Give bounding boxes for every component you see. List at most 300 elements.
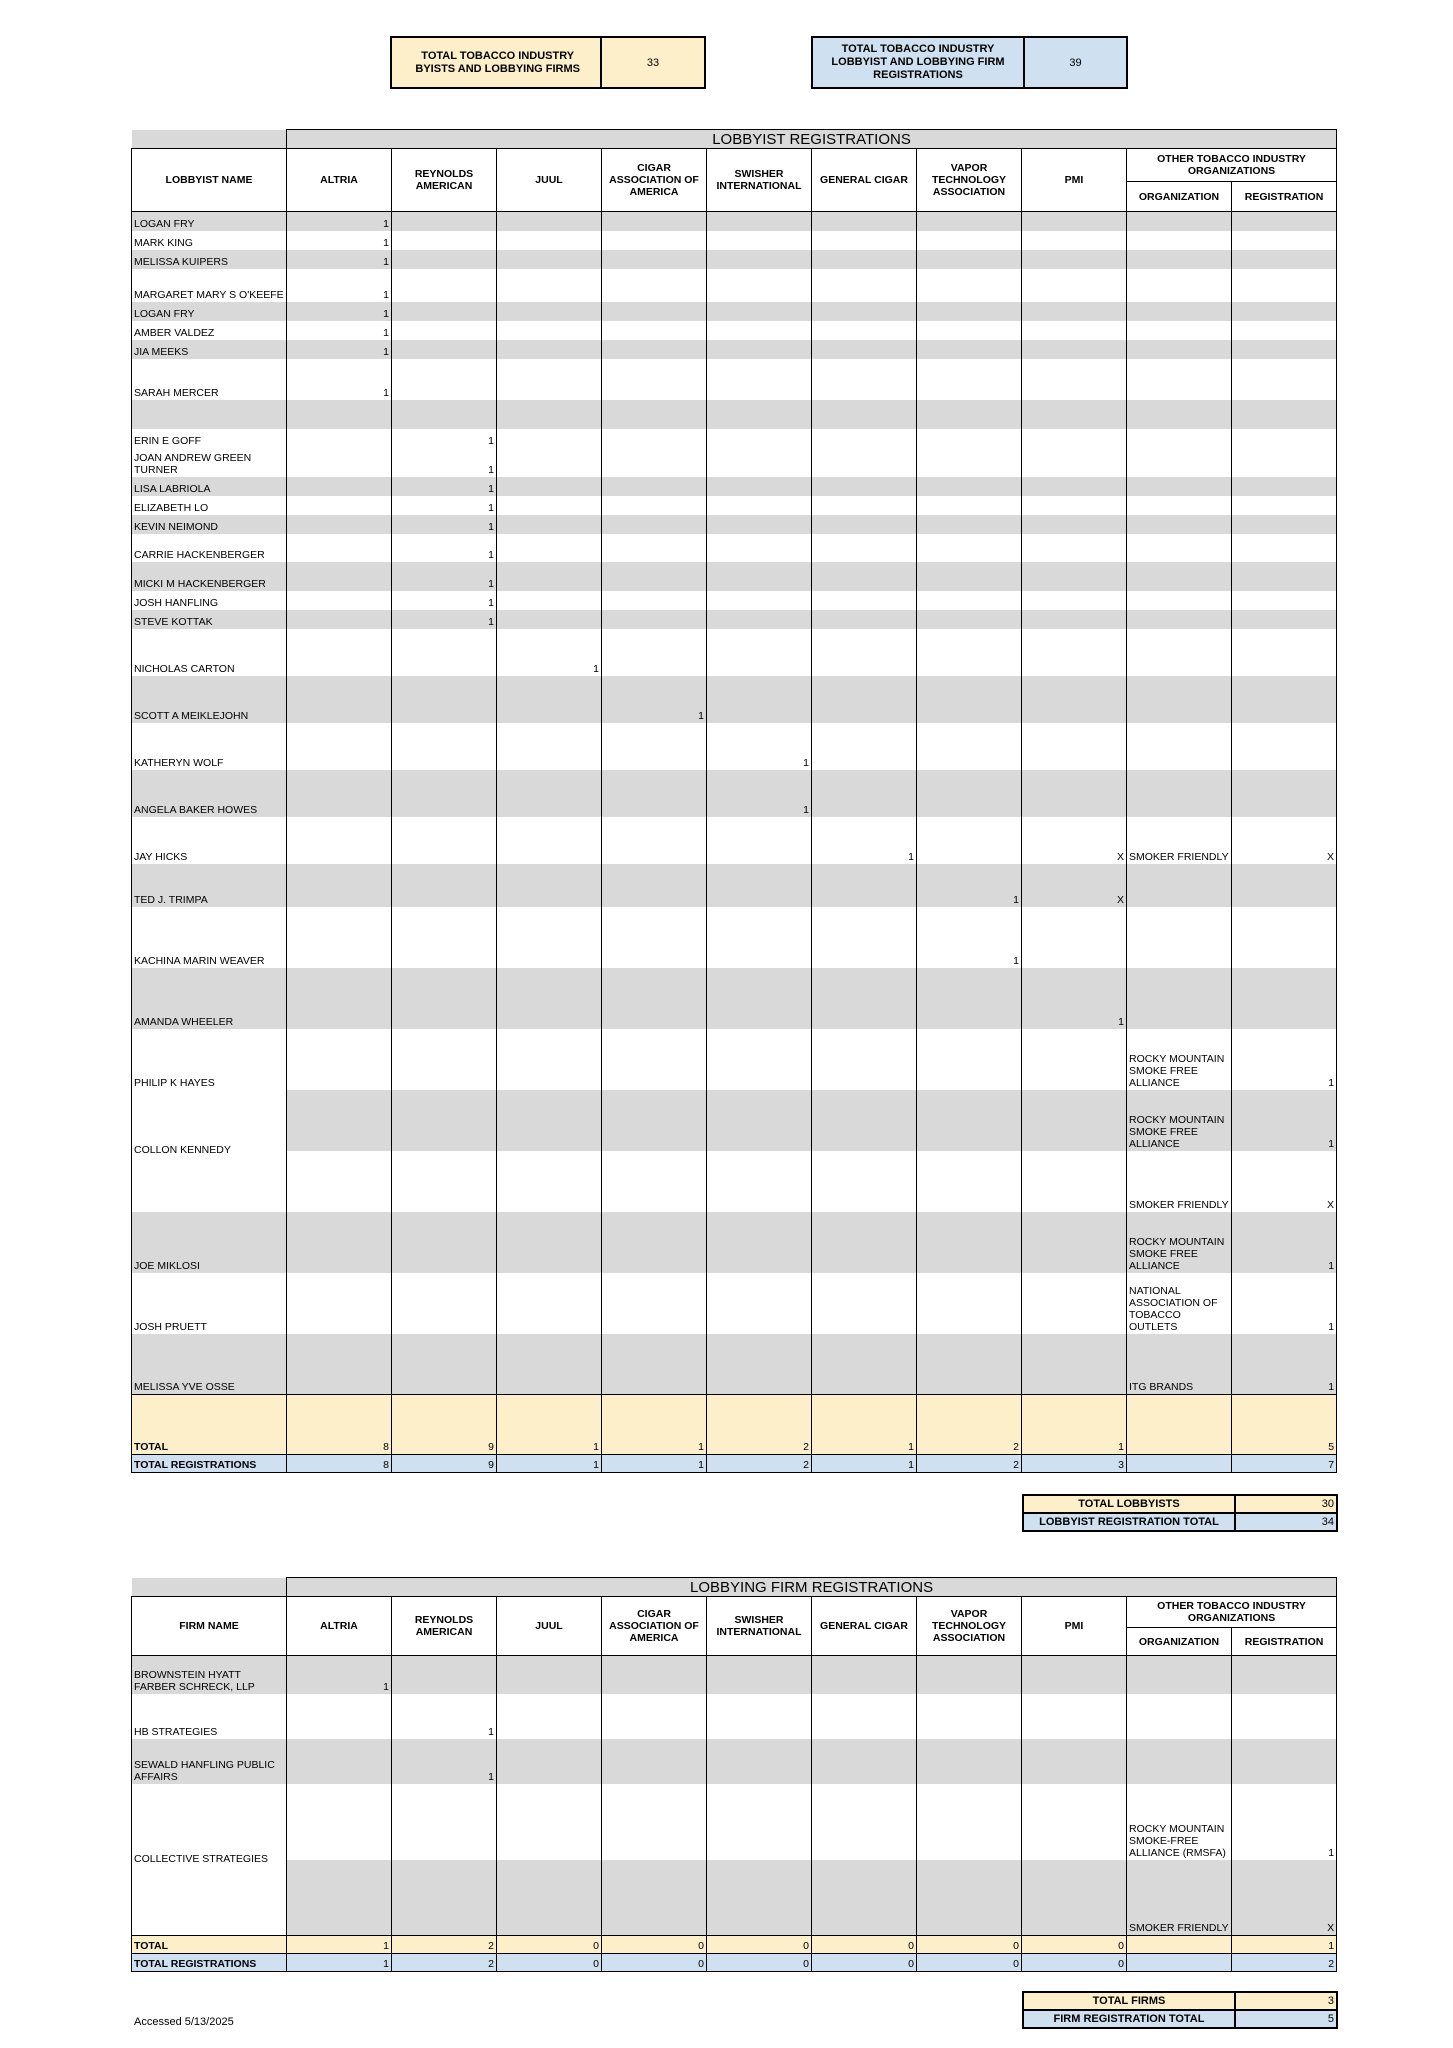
row-cell xyxy=(287,1151,392,1212)
total-cell: 2 xyxy=(707,1455,812,1473)
total-cell xyxy=(1127,1954,1232,1972)
row-cell xyxy=(602,1090,707,1151)
row-cell xyxy=(287,676,392,723)
row-name: COLLON KENNEDY xyxy=(132,1090,287,1212)
row-name: JOAN ANDREW GREEN TURNER xyxy=(132,448,287,477)
total-firms-label: TOTAL FIRMS xyxy=(1023,1992,1235,2010)
row-cell: X xyxy=(1022,817,1127,864)
row-name: AMANDA WHEELER xyxy=(132,968,287,1029)
row-cell xyxy=(707,1656,812,1694)
row-cell xyxy=(707,429,812,448)
firm-col-header-swisher: SWISHER INTERNATIONAL xyxy=(707,1597,812,1656)
col-header-other: OTHER TOBACCO INDUSTRY ORGANIZATIONS xyxy=(1127,149,1337,182)
row-cell xyxy=(917,231,1022,250)
total-cell: 1 xyxy=(1022,1395,1127,1455)
row-cell xyxy=(1022,212,1127,231)
row-organization xyxy=(1127,591,1232,610)
row-organization: ITG BRANDS xyxy=(1127,1334,1232,1395)
row-cell xyxy=(812,1739,917,1784)
row-organization: ROCKY MOUNTAIN SMOKE FREE ALLIANCE xyxy=(1127,1029,1232,1090)
row-organization xyxy=(1127,676,1232,723)
row-name: JAY HICKS xyxy=(132,817,287,864)
row-cell: 1 xyxy=(392,1739,497,1784)
row-cell xyxy=(917,676,1022,723)
row-cell xyxy=(1232,302,1337,321)
row-name: MELISSA KUIPERS xyxy=(132,250,287,269)
row-name: JIA MEEKS xyxy=(132,340,287,359)
firm-registration-total-label: FIRM REGISTRATION TOTAL xyxy=(1023,2010,1235,2028)
row-cell xyxy=(812,1334,917,1395)
row-cell xyxy=(812,359,917,400)
row-cell xyxy=(1022,1212,1127,1273)
row-cell: 1 xyxy=(917,907,1022,968)
firm-col-header-other: OTHER TOBACCO INDUSTRY ORGANIZATIONS xyxy=(1127,1597,1337,1628)
row-cell xyxy=(812,429,917,448)
row-cell xyxy=(812,515,917,534)
row-organization xyxy=(1127,723,1232,770)
row-cell xyxy=(707,1151,812,1212)
row-cell xyxy=(707,629,812,676)
row-cell xyxy=(392,817,497,864)
row-cell xyxy=(287,1334,392,1395)
row-cell: 1 xyxy=(1232,1334,1337,1395)
table-row xyxy=(132,321,1337,340)
row-cell: 1 xyxy=(287,340,392,359)
row-cell: 1 xyxy=(1022,968,1127,1029)
row-cell xyxy=(497,496,602,515)
row-cell xyxy=(602,250,707,269)
row-cell xyxy=(287,562,392,591)
row-cell xyxy=(707,610,812,629)
total-cell: 8 xyxy=(287,1395,392,1455)
col-header-juul: JUUL xyxy=(497,149,602,212)
row-cell: 1 xyxy=(392,429,497,448)
firm-col-header-organization: ORGANIZATION xyxy=(1127,1628,1232,1656)
row-cell xyxy=(392,1334,497,1395)
firm-col-header-cigar: CIGAR ASSOCIATION OF AMERICA xyxy=(602,1597,707,1656)
row-cell xyxy=(602,629,707,676)
row-cell xyxy=(812,907,917,968)
row-name: LOGAN FRY xyxy=(132,302,287,321)
total-cell: 1 xyxy=(602,1455,707,1473)
row-cell xyxy=(287,864,392,907)
row-cell xyxy=(497,968,602,1029)
total-cell xyxy=(1127,1936,1232,1954)
row-cell xyxy=(917,1784,1022,1860)
row-cell xyxy=(917,400,1022,429)
total-cell: 2 xyxy=(917,1395,1022,1455)
row-cell xyxy=(812,250,917,269)
row-cell xyxy=(1022,269,1127,302)
row-cell xyxy=(392,1090,497,1151)
row-cell xyxy=(707,676,812,723)
row-name: KEVIN NEIMOND xyxy=(132,515,287,534)
row-cell xyxy=(917,515,1022,534)
row-cell xyxy=(812,400,917,429)
table-row xyxy=(132,770,1337,817)
row-cell xyxy=(1232,231,1337,250)
row-cell xyxy=(602,321,707,340)
row-cell: 1 xyxy=(392,562,497,591)
table-row xyxy=(132,269,1337,302)
row-cell xyxy=(707,1739,812,1784)
total-cell: 8 xyxy=(287,1455,392,1473)
row-cell xyxy=(497,676,602,723)
row-cell xyxy=(812,1029,917,1090)
row-cell xyxy=(917,340,1022,359)
table-row xyxy=(132,1784,1337,1860)
row-cell xyxy=(497,1090,602,1151)
total-cell xyxy=(1127,1455,1232,1473)
row-cell xyxy=(287,1273,392,1334)
top-summary-left-label: TOTAL TOBACCO INDUSTRY BYISTS AND LOBBYING FIRMS xyxy=(392,38,602,87)
row-cell xyxy=(602,269,707,302)
row-cell xyxy=(1022,610,1127,629)
row-cell xyxy=(497,1694,602,1739)
row-cell xyxy=(287,515,392,534)
row-cell xyxy=(707,269,812,302)
table-row xyxy=(132,610,1337,629)
row-cell xyxy=(497,448,602,477)
row-cell: 1 xyxy=(707,723,812,770)
row-name: JOE MIKLOSI xyxy=(132,1212,287,1273)
row-cell xyxy=(1232,562,1337,591)
total-cell: 1 xyxy=(497,1455,602,1473)
row-cell xyxy=(392,1029,497,1090)
table-row xyxy=(132,1860,1337,1936)
table-row xyxy=(132,496,1337,515)
row-cell xyxy=(917,477,1022,496)
row-cell xyxy=(497,1151,602,1212)
table-row xyxy=(132,1739,1337,1784)
row-cell xyxy=(1022,1151,1127,1212)
row-cell xyxy=(602,864,707,907)
row-cell xyxy=(917,359,1022,400)
total-lobbyists-label: TOTAL LOBBYISTS xyxy=(1023,1495,1235,1513)
row-cell xyxy=(392,359,497,400)
row-cell xyxy=(392,1212,497,1273)
row-organization xyxy=(1127,968,1232,1029)
col-header-cigar: CIGAR ASSOCIATION OF AMERICA xyxy=(602,149,707,212)
row-cell xyxy=(812,676,917,723)
row-cell xyxy=(602,1694,707,1739)
row-cell xyxy=(392,1860,497,1936)
row-cell xyxy=(707,1029,812,1090)
row-cell xyxy=(392,231,497,250)
row-cell xyxy=(1022,250,1127,269)
row-cell xyxy=(707,1694,812,1739)
row-cell xyxy=(1232,429,1337,448)
firm-col-header-general: GENERAL CIGAR xyxy=(812,1597,917,1656)
row-cell xyxy=(497,250,602,269)
table-row xyxy=(132,817,1337,864)
row-cell xyxy=(917,770,1022,817)
row-cell xyxy=(1232,496,1337,515)
lobbyist-registration-total-label: LOBBYIST REGISTRATION TOTAL xyxy=(1023,1513,1235,1531)
row-cell xyxy=(602,562,707,591)
row-organization xyxy=(1127,400,1232,429)
row-cell xyxy=(707,1860,812,1936)
row-cell xyxy=(1232,610,1337,629)
row-cell xyxy=(602,477,707,496)
table-row xyxy=(132,400,1337,429)
row-cell: 1 xyxy=(392,591,497,610)
top-summary-right-value: 39 xyxy=(1069,56,1082,69)
row-cell xyxy=(1232,864,1337,907)
row-cell: 1 xyxy=(287,1656,392,1694)
row-cell xyxy=(812,864,917,907)
row-cell xyxy=(1232,534,1337,562)
row-name: SCOTT A MEIKLEJOHN xyxy=(132,676,287,723)
row-cell xyxy=(812,629,917,676)
row-cell xyxy=(602,1656,707,1694)
total-cell: 0 xyxy=(917,1954,1022,1972)
row-cell xyxy=(917,1090,1022,1151)
col-header-organization: ORGANIZATION xyxy=(1127,182,1232,212)
row-organization xyxy=(1127,629,1232,676)
row-name: HB STRATEGIES xyxy=(132,1694,287,1739)
total-cell: 1 xyxy=(602,1395,707,1455)
table-row xyxy=(132,864,1337,907)
row-organization xyxy=(1127,562,1232,591)
row-cell xyxy=(1022,302,1127,321)
row-cell xyxy=(1232,591,1337,610)
row-cell xyxy=(1022,400,1127,429)
row-organization: ROCKY MOUNTAIN SMOKE-FREE ALLIANCE (RMSFA) xyxy=(1127,1784,1232,1860)
row-organization: SMOKER FRIENDLY xyxy=(1127,1860,1232,1936)
table-row xyxy=(132,429,1337,448)
total-cell: 5 xyxy=(1232,1395,1337,1455)
top-summary-right xyxy=(811,36,1128,89)
row-cell xyxy=(602,448,707,477)
row-cell xyxy=(1022,515,1127,534)
row-cell xyxy=(287,429,392,448)
row-cell xyxy=(812,231,917,250)
row-cell xyxy=(1022,359,1127,400)
row-cell xyxy=(1232,477,1337,496)
lobbyist-summary xyxy=(1022,1494,1338,1532)
row-cell xyxy=(707,515,812,534)
row-cell xyxy=(917,1860,1022,1936)
row-cell xyxy=(1022,534,1127,562)
row-cell xyxy=(1232,968,1337,1029)
row-cell xyxy=(1232,1739,1337,1784)
table-row xyxy=(132,1656,1337,1694)
table-row xyxy=(132,629,1337,676)
lobbyist-name-header: LOBBYIST NAME xyxy=(132,149,287,212)
row-cell xyxy=(287,591,392,610)
row-organization xyxy=(1127,359,1232,400)
table-row xyxy=(132,231,1337,250)
row-cell xyxy=(287,629,392,676)
lobbyist-total-registrations-row xyxy=(132,1455,1337,1473)
row-cell xyxy=(392,250,497,269)
row-cell: 1 xyxy=(392,1694,497,1739)
row-cell xyxy=(1232,359,1337,400)
row-cell xyxy=(1022,629,1127,676)
row-cell xyxy=(602,429,707,448)
row-cell xyxy=(392,1273,497,1334)
row-cell xyxy=(812,1090,917,1151)
row-cell xyxy=(812,562,917,591)
row-cell xyxy=(1232,1694,1337,1739)
total-cell: 9 xyxy=(392,1395,497,1455)
row-cell: 1 xyxy=(1232,1784,1337,1860)
row-cell xyxy=(602,610,707,629)
row-cell xyxy=(1022,496,1127,515)
row-cell xyxy=(392,864,497,907)
row-cell xyxy=(917,723,1022,770)
row-cell xyxy=(392,269,497,302)
row-cell xyxy=(392,629,497,676)
total-firms-value: 3 xyxy=(1235,1992,1337,2010)
table-row xyxy=(132,250,1337,269)
firm-col-header-pmi: PMI xyxy=(1022,1597,1127,1656)
total-cell: 2 xyxy=(1232,1954,1337,1972)
table-row xyxy=(132,1694,1337,1739)
row-cell xyxy=(1232,269,1337,302)
row-cell xyxy=(812,534,917,562)
row-cell xyxy=(287,968,392,1029)
firm-col-header-registration: REGISTRATION xyxy=(1232,1628,1337,1656)
total-cell: 0 xyxy=(812,1936,917,1954)
row-cell xyxy=(497,400,602,429)
total-cell: 1 xyxy=(497,1395,602,1455)
col-header-general: GENERAL CIGAR xyxy=(812,149,917,212)
total-cell: 0 xyxy=(497,1954,602,1972)
row-cell: 1 xyxy=(812,817,917,864)
table-row xyxy=(132,1334,1337,1395)
row-name: JOSH HANFLING xyxy=(132,591,287,610)
row-cell xyxy=(497,515,602,534)
row-organization xyxy=(1127,1656,1232,1694)
row-cell xyxy=(1232,250,1337,269)
row-cell xyxy=(287,1739,392,1784)
row-cell xyxy=(812,1860,917,1936)
row-cell xyxy=(602,231,707,250)
row-organization xyxy=(1127,477,1232,496)
row-cell xyxy=(497,321,602,340)
table-row xyxy=(132,1029,1337,1090)
row-cell: 1 xyxy=(287,250,392,269)
row-cell xyxy=(1022,477,1127,496)
row-cell xyxy=(917,817,1022,864)
firm-col-header-altria: ALTRIA xyxy=(287,1597,392,1656)
row-cell xyxy=(1022,1694,1127,1739)
row-cell xyxy=(287,448,392,477)
row-cell xyxy=(602,1029,707,1090)
row-cell xyxy=(1232,770,1337,817)
row-cell xyxy=(287,770,392,817)
row-cell xyxy=(1232,676,1337,723)
table-row xyxy=(132,1151,1337,1212)
row-cell xyxy=(707,359,812,400)
row-cell xyxy=(287,1784,392,1860)
total-cell: 0 xyxy=(707,1936,812,1954)
row-name: NICHOLAS CARTON xyxy=(132,629,287,676)
row-cell xyxy=(602,723,707,770)
row-cell xyxy=(497,534,602,562)
row-cell xyxy=(917,610,1022,629)
row-cell xyxy=(812,340,917,359)
total-cell: 1 xyxy=(287,1936,392,1954)
row-cell xyxy=(602,1739,707,1784)
total-lobbyists-value: 30 xyxy=(1235,1495,1337,1513)
row-cell xyxy=(497,591,602,610)
row-cell: 1 xyxy=(392,448,497,477)
table-row xyxy=(132,448,1337,477)
row-cell: 1 xyxy=(287,212,392,231)
row-cell xyxy=(602,770,707,817)
total-cell: 1 xyxy=(812,1395,917,1455)
firm-total-registrations-row xyxy=(132,1954,1337,1972)
row-cell: 1 xyxy=(392,477,497,496)
row-cell xyxy=(287,1029,392,1090)
row-cell xyxy=(287,907,392,968)
row-name: AMBER VALDEZ xyxy=(132,321,287,340)
col-header-registration: REGISTRATION xyxy=(1232,182,1337,212)
row-cell: 1 xyxy=(1232,1212,1337,1273)
row-organization xyxy=(1127,770,1232,817)
row-cell xyxy=(812,1656,917,1694)
row-cell xyxy=(1232,629,1337,676)
row-cell xyxy=(497,907,602,968)
col-header-altria: ALTRIA xyxy=(287,149,392,212)
table-row xyxy=(132,1090,1337,1151)
table-row xyxy=(132,340,1337,359)
row-cell: 1 xyxy=(497,629,602,676)
row-cell xyxy=(812,212,917,231)
row-name: STEVE KOTTAK xyxy=(132,610,287,629)
row-cell xyxy=(707,1273,812,1334)
row-cell xyxy=(497,1656,602,1694)
firm-name-header: FIRM NAME xyxy=(132,1597,287,1656)
row-name: MARK KING xyxy=(132,231,287,250)
firm-total-row xyxy=(132,1936,1337,1954)
row-organization xyxy=(1127,864,1232,907)
total-cell: 0 xyxy=(602,1954,707,1972)
row-cell xyxy=(917,562,1022,591)
row-cell xyxy=(707,1334,812,1395)
row-organization xyxy=(1127,1694,1232,1739)
row-cell xyxy=(497,212,602,231)
row-cell xyxy=(497,562,602,591)
top-summary-left-value: 33 xyxy=(646,56,660,69)
row-cell xyxy=(497,1784,602,1860)
row-organization xyxy=(1127,534,1232,562)
row-cell xyxy=(287,496,392,515)
row-cell xyxy=(917,1029,1022,1090)
row-name: LISA LABRIOLA xyxy=(132,477,287,496)
row-cell xyxy=(1022,340,1127,359)
row-cell xyxy=(917,1273,1022,1334)
row-name: MICKI M HACKENBERGER xyxy=(132,562,287,591)
row-cell xyxy=(392,212,497,231)
table-row xyxy=(132,562,1337,591)
row-name: TED J. TRIMPA xyxy=(132,864,287,907)
row-cell xyxy=(1022,448,1127,477)
row-cell xyxy=(497,1860,602,1936)
top-summary-right-label: TOTAL TOBACCO INDUSTRY LOBBYIST AND LOBBYING FIRM REGISTRATIONS xyxy=(813,38,1025,87)
row-cell xyxy=(812,269,917,302)
table-row xyxy=(132,676,1337,723)
row-cell xyxy=(602,212,707,231)
row-cell xyxy=(602,1334,707,1395)
row-cell xyxy=(1022,1090,1127,1151)
row-cell xyxy=(917,302,1022,321)
row-cell xyxy=(917,1212,1022,1273)
row-cell xyxy=(812,1151,917,1212)
